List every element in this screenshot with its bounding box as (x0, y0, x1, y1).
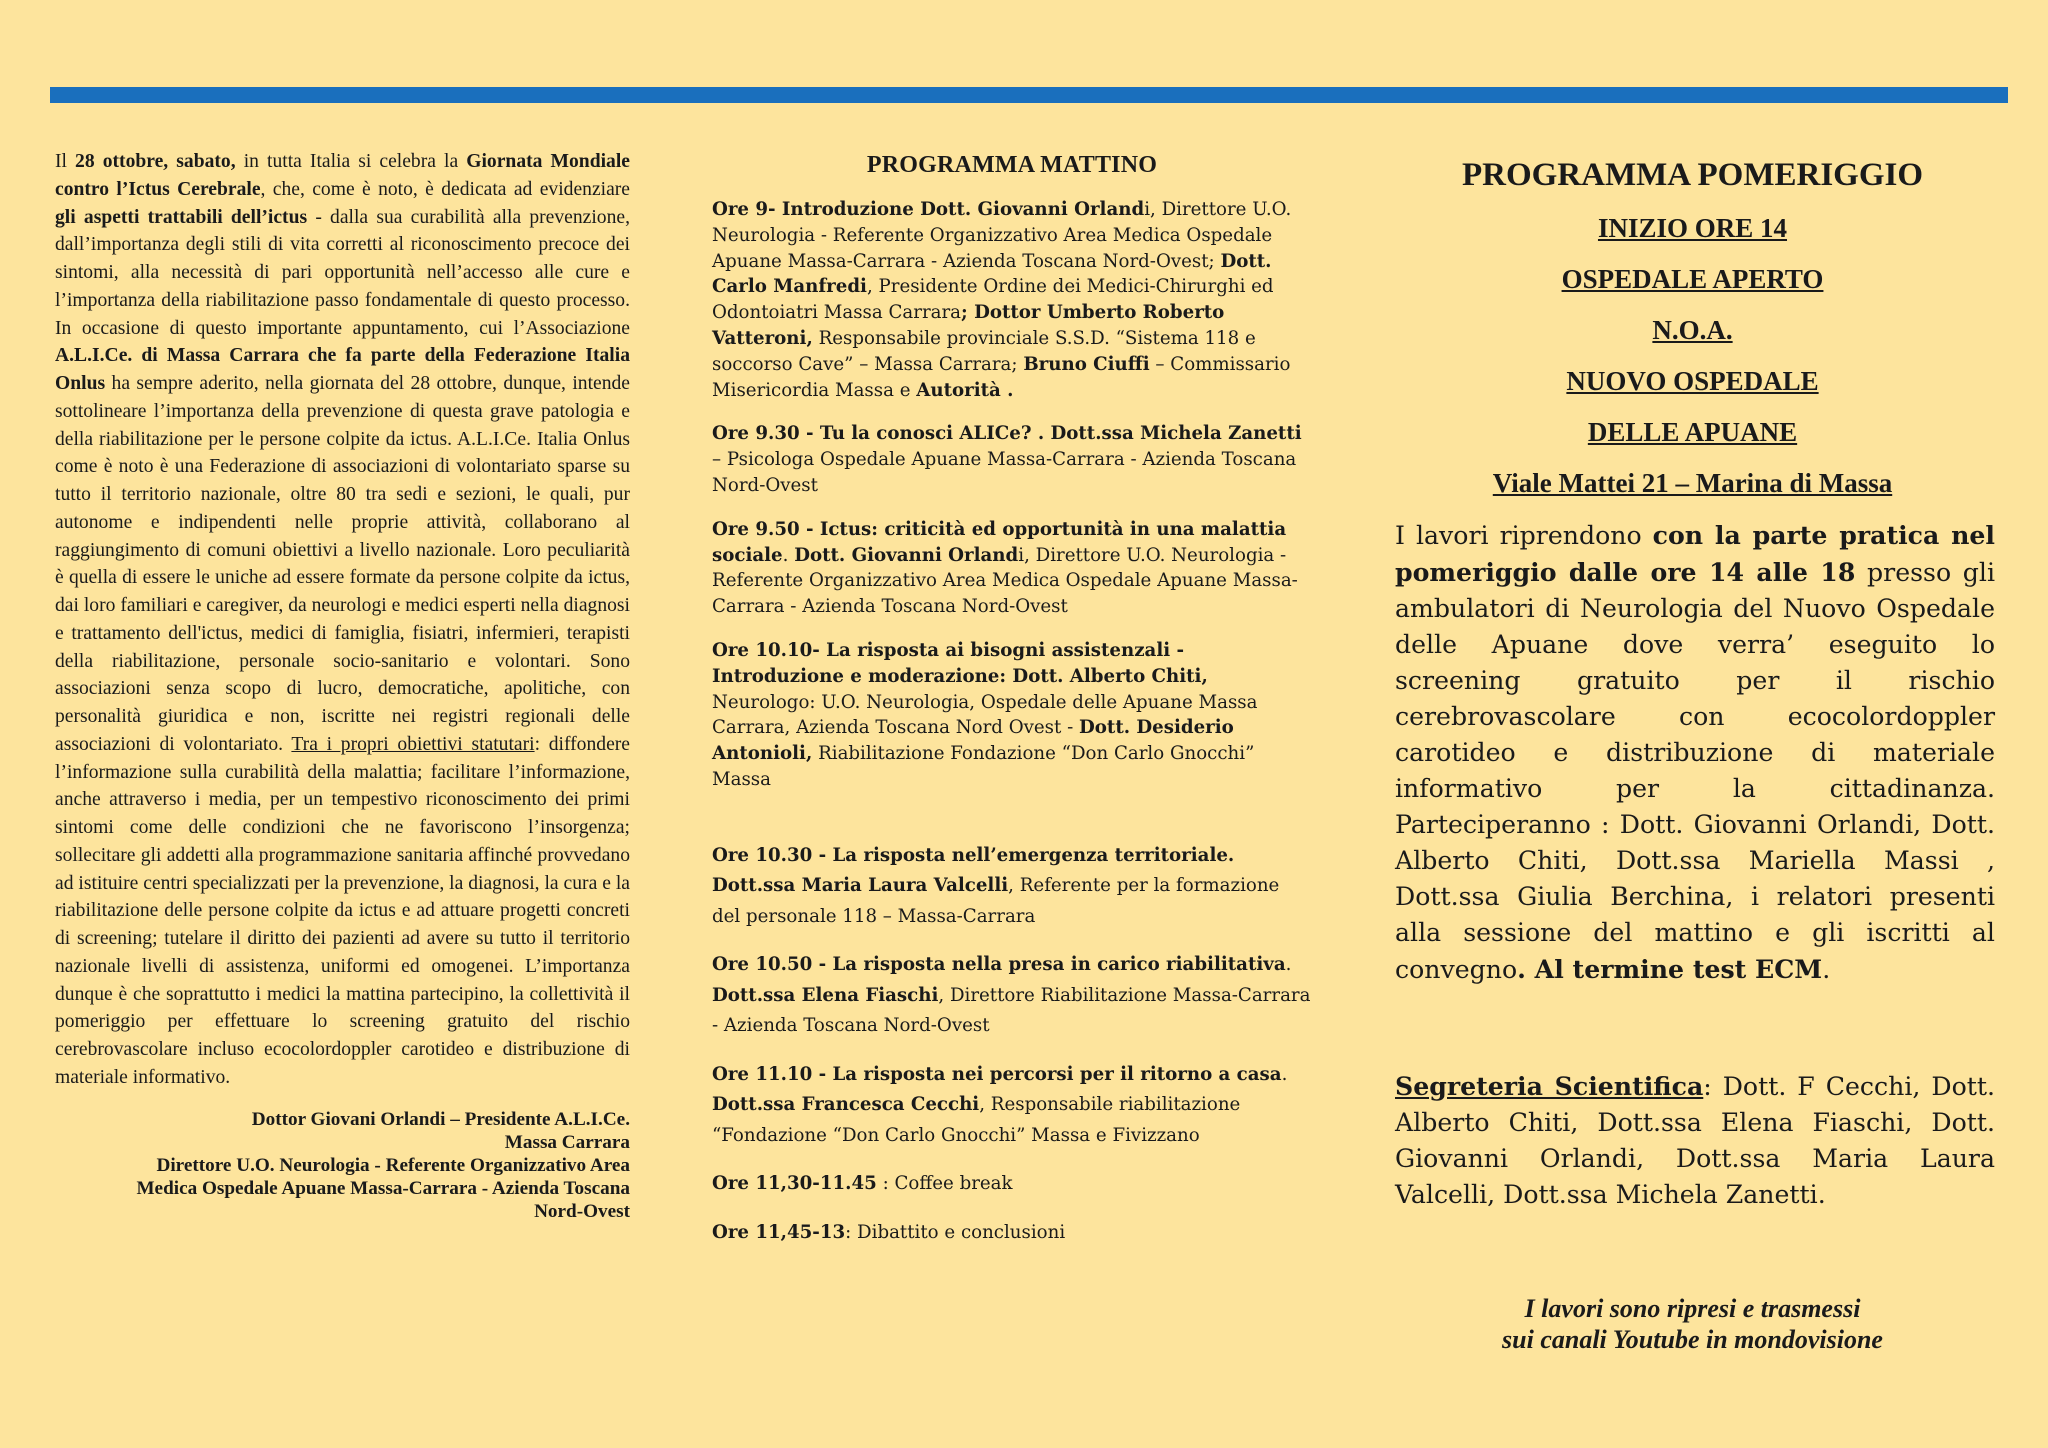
signature-line: Direttore U.O. Neurologia - Referente Organizzativo Area (156, 1154, 630, 1176)
afternoon-headline: DELLE APUANE (1587, 417, 1798, 447)
afternoon-program-column (1390, 155, 1995, 1355)
signature-line: Medica Ospedale Apuane Massa-Carrara - Azienda Toscana (136, 1177, 630, 1199)
program-item: Ore 9.30 - Tu la conosci ALICe? . Dott.ssa Michela Zanetti – Psicologa Ospedale Apuane Massa-Carrara - Azienda Toscana Nord-Ovest (712, 423, 1302, 496)
program-item: Ore 9- Introduzione Dott. Giovanni Orlandi, Direttore U.O. Neurologia - Referente Organizzativo Area Medica Ospedale Apuane Massa-Carrara - Azienda Toscana Nord-Ovest; Dott. Carlo Manfredi, Presidente Ordine dei Medici-Chirurghi ed Odontoiatri Massa Carrara; Dottor Umberto Roberto Vatteroni, Responsabile provinciale S.S.D. “Sistema 118 e soccorso Cave” – Massa Carrara; Bruno Ciuffi – Commissario Misericordia Massa e Autorità . (712, 199, 1292, 401)
program-item: Ore 10.50 - La risposta nella presa in carico riabilitativa. Dott.ssa Elena Fiaschi, Direttore Riabilitazione Massa-Carrara - Azienda Toscana Nord-Ovest (712, 954, 1311, 1037)
intro-column (55, 148, 630, 1223)
signature-line: Dottor Giovani Orlandi – Presidente A.L.I.Ce. (251, 1108, 630, 1130)
program-item: Ore 10.30 - La risposta nell’emergenza territoriale. Dott.ssa Maria Laura Valcelli, Referente per la formazione del personale 118 – Massa-Carrara (712, 844, 1280, 927)
afternoon-headline: N.O.A. (1652, 315, 1733, 345)
signature-line: Nord-Ovest (534, 1200, 630, 1222)
signature-block (55, 1108, 630, 1223)
program-item: Ore 9.50 - Ictus: criticità ed opportunità in una malattia sociale. Dott. Giovanni Orlandi, Direttore U.O. Neurologia - Referente Organizzativo Area Medica Ospedale Apuane Massa-Carrara - Azienda Toscana Nord-Ovest (712, 518, 1298, 618)
morning-title: PROGRAMMA MATTINO (866, 152, 1158, 178)
program-item: Ore 11,45-13: Dibattito e conclusioni (712, 1221, 1066, 1243)
streaming-note: I lavori sono ripresi e trasmessi sui canali Youtube in mondovisione (1502, 1294, 1883, 1354)
program-item: Ore 11,30-11.45 : Coffee break (712, 1173, 1013, 1195)
afternoon-description: I lavori riprendono con la parte pratica nel pomeriggio dalle ore 14 alle 18 presso gli ambulatori di Neurologia del Nuovo Ospedale delle Apuane dove verra’ eseguito lo screening gratuito per il rischio cerebrovascolare con ecocolordoppler carotideo e distribuzione di materiale informativo per la cittadinanza. Parteciperanno : Dott. Giovanni Orlandi, Dott. Alberto Chiti, Dott.ssa Mariella Massi , Dott.ssa Giulia Berchina, i relatori presenti alla sessione del mattino e gli iscritti al convegno. Al termine test ECM. (1395, 520, 1996, 984)
segreteria-label: Segreteria Scientifica (1395, 1071, 1704, 1101)
intro-paragraph: Il 28 ottobre, sabato, in tutta Italia si celebra la Giornata Mondiale contro l’Ictus Cerebrale, che, come è noto, è dedicata ad evidenziare gli aspetti trattabili dell’ictus - dalla sua curabilità alla prevenzione, dall’importanza degli stili di vita corretti al riconoscimento precoce dei sintomi, alla necessità di pari opportunità nell’accesso alle cure e l’importanza della riabilitazione passo fondamentale di questo processo. In occasione di questo importante appuntamento, cui l’Associazione A.L.I.Ce. di Massa Carrara che fa parte della Federazione Italia Onlus ha sempre aderito, nella giornata del 28 ottobre, dunque, intende sottolineare l’importanza della prevenzione di questa grave patologia e della riabilitazione per le persone colpite da ictus. A.L.I.Ce. Italia Onlus come è noto è una Federazione di associazioni di volontariato sparse su tutto il territorio nazionale, oltre 80 tra sedi e sezioni, le quali, pur autonome e indipendenti nelle proprie attività, collaborano al raggiungimento di comuni obiettivi a livello nazionale. Loro peculiarità è quella di essere le uniche ad essere formate da persone colpite da ictus, dai loro familiari e caregiver, da neurologi e medici esperti nella diagnosi e trattamento dell'ictus, medici di famiglia, fisiatri, infermieri, terapisti della riabilitazione, personale socio-sanitario e volontari. Sono associazioni senza scopo di lucro, democratiche, apolitiche, con personalità giuridica e non, iscritte nei registri regionali delle associazioni di volontariato. Tra i propri obiettivi statutari: diffondere l’informazione sulla curabilità della malattia; facilitare l’informazione, anche attraverso i media, per un tempestivo riconoscimento dei primi sintomi come delle condizioni che ne favoriscono l’insorgenza; sollecitare gli addetti alla programmazione sanitaria affinché provvedano ad istituire centri specializzati per la prevenzione, la diagnosi, la cura e la riabilitazione delle persone colpite da ictus e ad attuare progetti concreti di screening; tutelare il diritto dei pazienti ad avere su tutto il territorio nazionale livelli di assistenza, uniformi ed omogenei. L’importanza dunque è che soprattutto i medici la mattina partecipino, la collettività il pomeriggio per effettuare lo screening gratuito del rischio cerebrovascolare incluso ecocolordoppler carotideo e distribuzione di materiale informativo. (55, 151, 630, 1088)
morning-program-column (712, 152, 1312, 1248)
top-accent-bar (50, 87, 2008, 103)
afternoon-headline: NUOVO OSPEDALE (1566, 366, 1819, 396)
signature-line: Massa Carrara (504, 1131, 630, 1153)
program-item: Ore 11.10 - La risposta nei percorsi per il ritorno a casa. Dott.ssa Francesca Cecchi, Responsabile riabilitazione “Fondazione “Don Carlo Gnocchi” Massa e Fivizzano (712, 1063, 1288, 1146)
segreteria-scientifica: Segreteria Scientifica: Dott. F Cecchi, Dott. Alberto Chiti, Dott.ssa Elena Fiaschi, Dott. Giovanni Orlandi, Dott.ssa Maria Laura Valcelli, Dott.ssa Michela Zanetti. (1395, 1071, 1995, 1209)
program-item: Ore 10.10- La risposta ai bisogni assistenzali - Introduzione e moderazione: Dott. Alberto Chiti, Neurologo: U.O. Neurologia, Ospedale delle Apuane Massa Carrara, Azienda Toscana Nord Ovest - Dott. Desiderio Antonioli, Riabilitazione Fondazione “Don Carlo Gnocchi” Massa (712, 639, 1258, 790)
afternoon-headline: INIZIO ORE 14 (1597, 213, 1788, 243)
afternoon-title: PROGRAMMA POMERIGGIO (1461, 157, 1924, 193)
afternoon-address: Viale Mattei 21 – Marina di Massa (1492, 468, 1893, 498)
afternoon-headline: OSPEDALE APERTO (1561, 264, 1824, 294)
